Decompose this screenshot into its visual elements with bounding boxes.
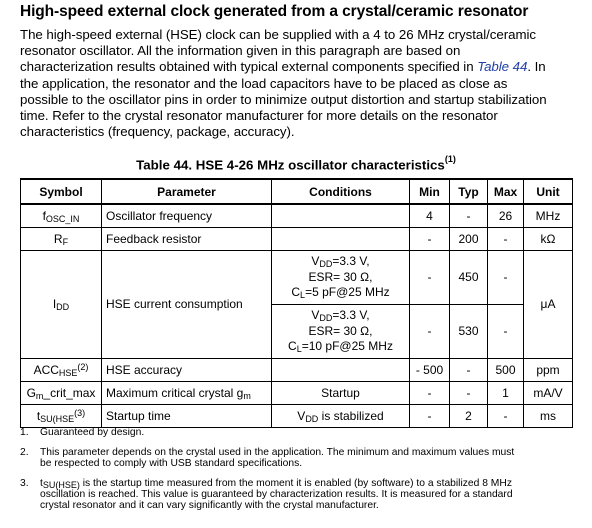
para-line: the application, the resonator and the load capacitors have to be placed as close as: [20, 75, 508, 91]
cell-conditions: VDD=3.3 V, ESR= 30 Ω, CL=10 pF@25 MHz: [272, 304, 410, 358]
header-conditions: Conditions: [272, 179, 410, 204]
cell-parameter: HSE current consumption: [102, 250, 272, 358]
cell-unit: MHz: [524, 204, 573, 227]
table-row: [21, 404, 573, 427]
header-min: Min: [410, 179, 450, 204]
cell-conditions: VDD=3.3 V, ESR= 30 Ω, CL=5 pF@25 MHz: [272, 250, 410, 304]
footnote-2: 2. This parameter depends on the crystal used in the application. The minimum and maximum values must be respected to comply with USB standard specifications.: [20, 447, 515, 469]
cell-max: 500: [488, 358, 524, 381]
table-caption: Table 44. HSE 4-26 MHz oscillator characteristics$^{(1)}$: [136, 154, 456, 173]
cell-unit: mA/V: [524, 381, 573, 404]
cell-max: -: [488, 404, 524, 427]
para-line: characteristics (frequency, package, accuracy).: [20, 124, 295, 140]
intro-paragraph: [20, 27, 576, 140]
footnote-3: 3. tSU(HSE) is the startup time measured from the moment it is enabled (by software) to a stabilized 8 MHz oscillation is reached. This value is guaranteed by characterization results. It is measured for a standard crystal resonator and it can vary significantly with the crystal manufacturer.: [20, 478, 513, 511]
cell-symbol: IDD: [21, 250, 102, 358]
cell-min: -: [410, 227, 450, 250]
header-typ: Typ: [450, 179, 488, 204]
cell-unit: kΩ: [524, 227, 573, 250]
caption-footnote-ref[interactable]: (1): [444, 154, 456, 164]
footnote-ref[interactable]: (2): [77, 361, 89, 372]
header-parameter: Parameter: [102, 179, 272, 204]
cell-typ: 530: [450, 304, 488, 358]
cell-typ: -: [450, 204, 488, 227]
cell-min: -: [410, 304, 450, 358]
para-line: The high-speed external (HSE) clock can be supplied with a 4 to 26 MHz crystal/ceramic: [20, 27, 536, 42]
cell-min: -: [410, 250, 450, 304]
cell-conditions: Startup: [272, 381, 410, 404]
cell-symbol: Gm_crit_max: [21, 381, 102, 404]
para-line: characterization results obtained with typical external components specified in Table 44. In: [20, 59, 546, 75]
cell-parameter: Maximum critical crystal gm: [102, 381, 272, 404]
cell-typ: -: [450, 358, 488, 381]
para-line: time. Refer to the crystal resonator manufacturer for more details on the resonator: [20, 108, 498, 124]
header-symbol: Symbol: [21, 179, 102, 204]
cell-parameter: Feedback resistor: [102, 227, 272, 250]
cell-max: 1: [488, 381, 524, 404]
table-header-row: [21, 179, 573, 204]
cell-symbol: RF: [21, 227, 102, 250]
cell-unit: ppm: [524, 358, 573, 381]
cell-min: - 500: [410, 358, 450, 381]
table-footnotes: [20, 427, 580, 515]
cell-max: 26: [488, 204, 524, 227]
cell-symbol: fOSC_IN: [21, 204, 102, 227]
cell-min: 4: [410, 204, 450, 227]
cell-typ: -: [450, 381, 488, 404]
cell-max: -: [488, 304, 524, 358]
table-row: [21, 227, 573, 250]
cell-parameter: Oscillator frequency: [102, 204, 272, 227]
cell-typ: 450: [450, 250, 488, 304]
cell-parameter: HSE accuracy: [102, 358, 272, 381]
table-row: [21, 358, 573, 381]
table-row: [21, 204, 573, 227]
cell-min: -: [410, 381, 450, 404]
footnote-ref[interactable]: (3): [74, 407, 86, 418]
hse-characteristics-table: [20, 178, 573, 428]
table-44-link[interactable]: Table 44: [477, 59, 528, 75]
cell-conditions: VDD is stabilized: [272, 404, 410, 427]
cell-symbol: ACCHSE$^{(2)}$: [21, 358, 102, 381]
cell-conditions: [272, 204, 410, 227]
section-heading: High-speed external clock generated from a crystal/ceramic resonator: [20, 3, 529, 20]
cell-unit: μA: [524, 250, 573, 358]
footnote-1: 1. Guaranteed by design.: [20, 427, 145, 438]
cell-conditions: [272, 227, 410, 250]
cell-max: -: [488, 250, 524, 304]
cell-max: -: [488, 227, 524, 250]
para-line: possible to the oscillator pins in order to minimize output distortion and startup stabilization: [20, 91, 547, 107]
cell-conditions: [272, 358, 410, 381]
para-line: resonator oscillator. All the information given in this paragraph are based on: [20, 43, 461, 59]
cell-min: -: [410, 404, 450, 427]
header-unit: Unit: [524, 179, 573, 204]
table-row: [21, 381, 573, 404]
cell-parameter: Startup time: [102, 404, 272, 427]
header-max: Max: [488, 179, 524, 204]
table-row: [21, 250, 573, 304]
cell-typ: 2: [450, 404, 488, 427]
cell-symbol: tSU(HSE$^{(3)}$: [21, 404, 102, 427]
cell-typ: 200: [450, 227, 488, 250]
cell-unit: ms: [524, 404, 573, 427]
